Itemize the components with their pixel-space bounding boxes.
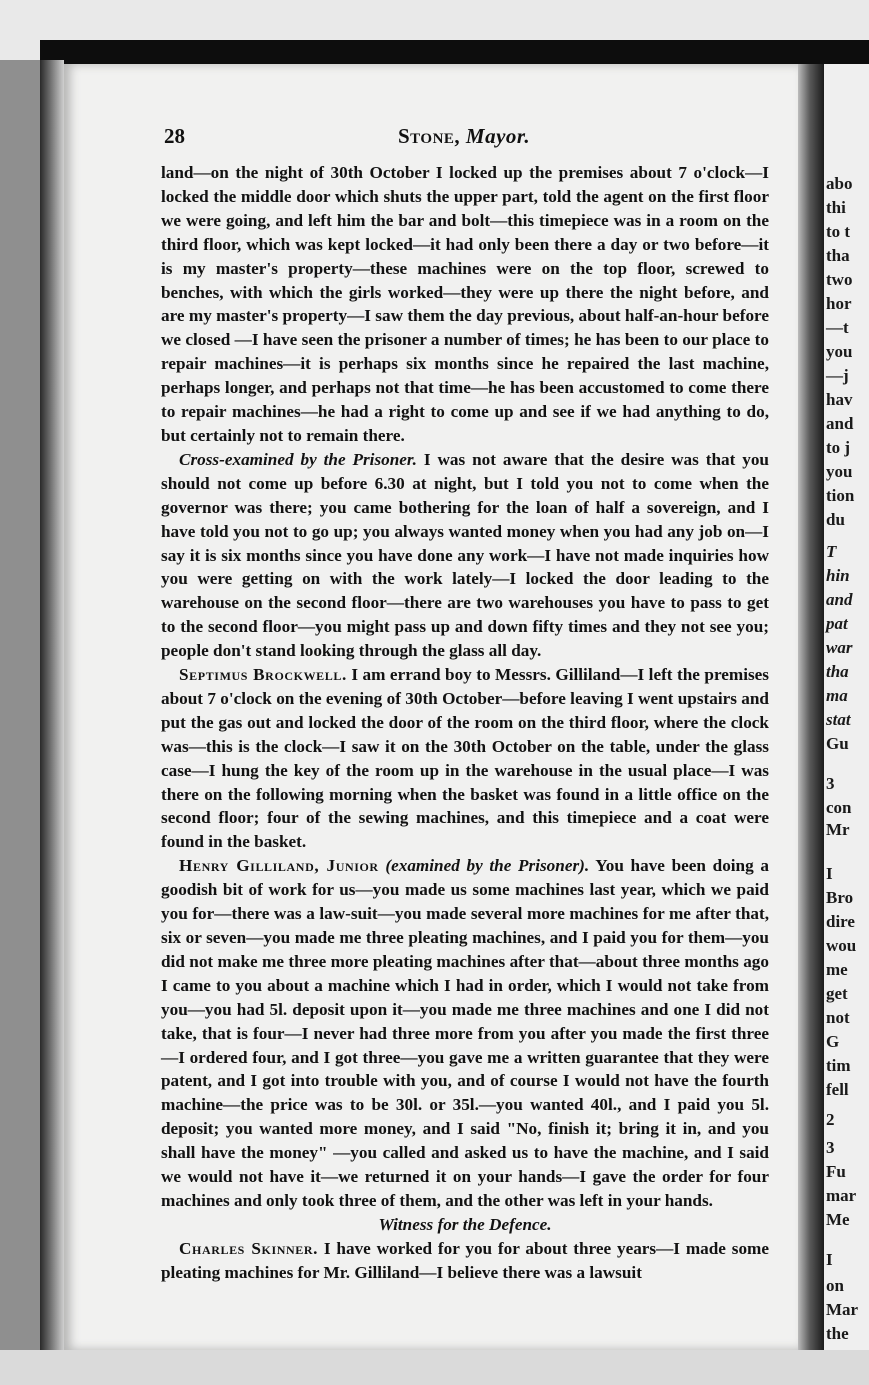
adjacent-page-line: me [826,960,848,979]
witness-name-gilliland: Henry Gilliland, Junior [179,856,379,876]
witness-for-defence-heading: Witness for the Defence. [378,1214,552,1234]
paragraph-cross-examination [161,448,769,663]
paragraph-testimony-continued: land—on the night of 30th October I locked up the premises about 7 o'clock—I locked the middle door which shuts the upper part, told the agent on the first floor we were going, and left him the bar and bolt—this timepiece was in a room on the third floor, which was kept locked—it had only been there a day or two before—it is my master's property—these machines were on the top floor, screwed to benches, with which the girls worked—they were up there the night before, and are my master's property—I saw them the day previous, about half-an-hour before we closed —I have seen the prisoner a number of times; he has been to our place to repair machines—it is perhaps six months since he repaired the last machine, perhaps longer, and perhaps not that time—he has been accustomed to come there to repair machines—he had a right to come up and see if we had anything to do, but certainly not to remain there. [161,163,769,445]
brockwell-testimony: I am errand boy to Messrs. Gilliland—I left the premises about 7 o'clock on the evening of 30th October—before leaving I went upstairs and put the gas out and locked the door of the room on the third floor, where the clock was—this is the clock—I saw it on the 30th October on the table, under the glass case—I hung the key of the room up in the warehouse in the usual place—I was there on the following morning when the basket was found in a little office on the second floor; four of the sewing machines, and this timepiece and a coat were found in the basket. [161,665,769,852]
adjacent-page-line: stat [826,710,851,729]
witness-name-skinner: Charles Skinner. [179,1238,319,1258]
adjacent-page-line: ma [826,686,848,705]
running-head-title: Mayor. [465,124,531,148]
adjacent-page-line: on [826,1276,844,1295]
adjacent-page-line: mar [826,1186,857,1205]
adjacent-page-line: —t [826,318,849,337]
adjacent-page-line: I [826,1250,833,1269]
adjacent-page-line: hor [826,294,852,313]
book-gutter [798,64,824,1350]
cross-examined-label: Cross-examined by the Prisoner. [179,449,417,469]
paragraph-brockwell [161,663,769,854]
adjacent-page-line: hin [826,566,850,585]
paragraph-skinner [161,1237,769,1285]
running-head-name: Stone, [398,124,461,148]
adjacent-page-line: 3 [826,1138,835,1157]
adjacent-page-line: tion [826,486,855,505]
adjacent-page-line: you [826,462,853,481]
gilliland-testimony: You have been doing a goodish bit of work for us—you made us some machines last year, which we paid you for—there was a law-suit—you made several more machines for me after that, six or seven—you made me three pleating machines, and I paid you for them—you did not make me three more pleating machines after that—about three months ago I came to you about a machine which I had in order, which I would not take from you—you had 5l. deposit upon it—you made me three machines and one I did not take, that is four—I never had three more from you after you made the first three—I ordered four, and I got three—you gave me a written guarantee that they were patent, and I got into trouble with you, and of course I would not have the fourth machine—the price was to be 30l. or 35l.—you wanted 40l., and I paid you 5l. deposit; you wanted more money, and I said "No, finish it; bring it in, and you shall have the money" —you called and asked us to have the machine, and I said we would not have it—we returned it on your hands—I gave the order for four machines and only took three of them, and the other was left in your hands. [161,856,769,1210]
adjacent-page-line: wou [826,936,857,955]
adjacent-page-line: war [826,638,853,657]
adjacent-page-line: T [826,542,837,561]
adjacent-page-line: to t [826,222,851,241]
adjacent-page-line: hav [826,390,853,409]
adjacent-page-line: and [826,590,853,609]
adjacent-page-line: Mar [826,1300,859,1319]
adjacent-page-line: tha [826,246,850,265]
adjacent-page-line: Fu [826,1162,846,1181]
adjacent-page-line: Mr [826,820,850,839]
adjacent-page-line: two [826,270,853,289]
adjacent-page-line: tha [826,662,849,681]
adjacent-page-line: du [826,510,845,529]
adjacent-page-line: I [826,864,833,883]
adjacent-page-line: Me [826,1210,850,1229]
adjacent-page-line: Gu [826,734,849,753]
adjacent-page-line: the [826,1324,849,1343]
adjacent-page-line: to j [826,438,851,457]
witness-name-brockwell: Septimus Brockwell. [179,665,347,685]
body-text [161,161,769,1285]
adjacent-page-fragment [824,64,869,1350]
page-number: 28 [164,124,185,148]
adjacent-page-line: you [826,342,853,361]
adjacent-page-line: G [826,1032,840,1051]
cross-examination-text: I was not aware that the desire was that you should not come up before 6.30 at night, but I told you not to come when the governor was there; you came bothering for the loan of half a sovereign, and I have told you not to go up; you always wanted money when you had any job on—I say it is six months since you have done any work—I have not made inquiries how you were getting on with the work lately—I locked the door leading to the warehouse on the second floor—there are two warehouses you have to pass to get to the second floor—you might pass up and down fifty times and they not see you; people don't stand looking through the glass all day. [161,449,769,661]
adjacent-page-line: not [826,1008,850,1027]
adjacent-page-line: dire [826,912,855,931]
adjacent-page-line: tim [826,1056,851,1075]
adjacent-page-line: con [826,798,852,817]
adjacent-page-line: thi [826,198,846,217]
adjacent-page-line: abo [826,174,853,193]
paragraph-gilliland [161,854,769,1213]
adjacent-page-line: fell [826,1080,849,1099]
page-left-edge [40,60,64,1350]
running-head [398,124,530,149]
adjacent-page-line: Bro [826,888,854,907]
adjacent-page-line: pat [826,614,848,633]
adjacent-page-line: 3 [826,774,835,793]
skinner-testimony: I have worked for you for about three years—I made some pleating machines for Mr. Gilliland—I believe there was a lawsuit [161,1238,769,1282]
examined-label: (examined by the Prisoner). [385,856,590,876]
adjacent-page-line: 2 [826,1110,835,1129]
adjacent-page-line: get [826,984,848,1003]
adjacent-page-line: —j [826,366,849,385]
scan-bottom-margin [0,1350,869,1385]
adjacent-page-line: and [826,414,854,433]
page-header [158,124,778,150]
